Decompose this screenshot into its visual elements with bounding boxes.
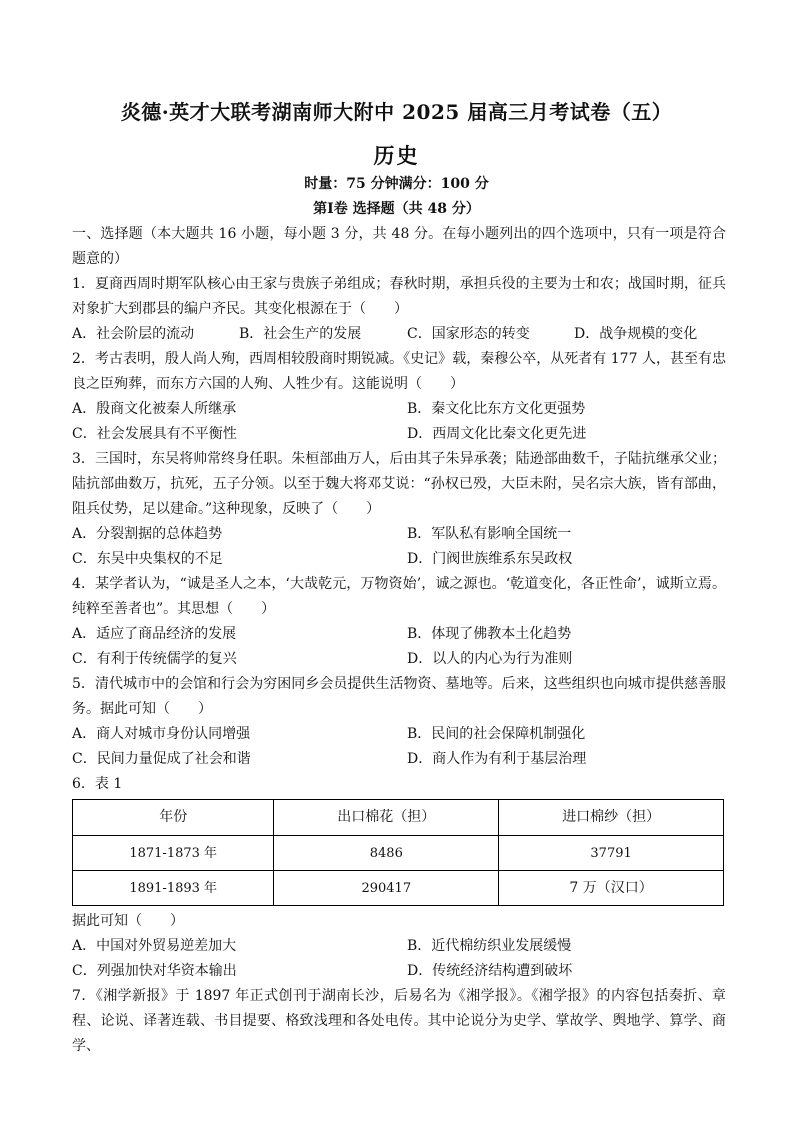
option-b: B．体现了佛教本土化趋势 xyxy=(407,626,572,642)
option-c: C．民间力量促成了社会和谐 xyxy=(72,751,251,767)
question-6-prompt: 据此可知（ ） xyxy=(72,913,184,929)
exam-title: 炎德·英才大联考湖南师大附中 2025 届高三月考试卷（五） xyxy=(120,100,673,124)
question-3-stem: 3．三国时，东吴将帅常终身任职。朱桓部曲万人，后由其子朱异承袭；陆逊部曲数千，子陆抗继承父业；陆抗部曲数万，抗死，五子分领。以至于魏大将邓艾说：“孙权已殁，大臣未附，吴名宗大族，皆有部曲，阻兵仗势，足以建命。”这种现象，反映了（ ） xyxy=(72,451,726,517)
question-2-options-row-2 xyxy=(72,422,726,447)
section-intro: 一、选择题（本大题共 16 小题，每小题 3 分，共 48 分。在每小题列出的四个选项中，只有一项是符合题意的） xyxy=(72,226,726,267)
question-4-stem: 4．某学者认为，“诚是圣人之本，‘大哉乾元，万物资始’，诚之源也。‘乾道变化，各正性命’，诚斯立焉。纯粹至善者也”。其思想（ ） xyxy=(72,576,726,617)
option-a: A．适应了商品经济的发展 xyxy=(72,626,237,642)
option-d: D．传统经济结构遭到破坏 xyxy=(407,963,573,979)
option-a: A．社会阶层的流动 xyxy=(72,326,195,342)
table-header-cell: 年份 xyxy=(73,800,274,836)
option-c: C．东吴中央集权的不足 xyxy=(72,551,223,567)
question-5-stem: 5．清代城市中的会馆和行会为穷困同乡会员提供生活物资、墓地等。后来，这些组织也向城市提供慈善服务。据此可知（ ） xyxy=(72,676,726,717)
option-d: D．商人作为有利于基层治理 xyxy=(407,751,587,767)
question-1-stem: 1．夏商西周时期军队核心由王家与贵族子弟组成；春秋时期，承担兵役的主要为士和农；战国时期，征兵对象扩大到郡县的编户齐民。其变化根源在于（ ） xyxy=(72,276,726,317)
option-b: B．近代棉纺织业发展缓慢 xyxy=(407,938,572,954)
question-6-options-row-1 xyxy=(72,934,726,959)
data-table xyxy=(72,799,724,906)
option-d: D．西周文化比秦文化更先进 xyxy=(407,426,587,442)
option-a: A．中国对外贸易逆差加大 xyxy=(72,938,237,954)
question-2-stem: 2．考古表明，殷人尚人殉，西周相较殷商时期锐减。《史记》载，秦穆公卒，从死者有 177 人，甚至有忠良之臣殉葬，而东方六国的人殉、人牲少有。这能说明（ ） xyxy=(72,351,726,392)
option-c: C．有利于传统儒学的复兴 xyxy=(72,651,237,667)
option-b: B．民间的社会保障机制强化 xyxy=(407,726,586,742)
table-cell: 290417 xyxy=(274,871,499,906)
question-7-stem: 7．《湘学新报》于 1897 年正式创刊于湖南长沙，后易名为《湘学报》。《湘学报》的内容包括奏折、章程、论说、译著连载、书目提要、格致浅理和各处电传。其中论说分为史学、掌故学、舆地学、算学、商学、 xyxy=(72,988,726,1054)
table-header-row xyxy=(73,800,724,836)
option-c: C．国家形态的转变 xyxy=(407,326,530,342)
option-b: B．军队私有影响全国统一 xyxy=(407,526,572,542)
option-c: C．列强加快对华资本输出 xyxy=(72,963,237,979)
option-d: D．门阀世族维系东吴政权 xyxy=(407,551,573,567)
volume-heading: 第Ⅰ卷 选择题（共 48 分） xyxy=(313,201,480,217)
option-a: A．商人对城市身份认同增强 xyxy=(72,726,251,742)
question-6-stem: 6．表 1 xyxy=(72,776,123,792)
table-header-cell: 进口棉纱（担） xyxy=(499,800,724,836)
question-4-options-row-1 xyxy=(72,622,726,647)
question-5-options-row-2 xyxy=(72,747,726,772)
question-4-options-row-2 xyxy=(72,647,726,672)
question-2-options-row-1 xyxy=(72,397,726,422)
question-6-options-row-2 xyxy=(72,959,726,984)
option-b: B．社会生产的发展 xyxy=(239,326,362,342)
option-c: C．社会发展具有不平衡性 xyxy=(72,426,237,442)
table-header-cell: 出口棉花（担） xyxy=(274,800,499,836)
table-row xyxy=(73,871,724,906)
table-cell: 37791 xyxy=(499,836,724,871)
table-cell: 1871-1873 年 xyxy=(73,836,274,871)
option-d: D．战争规模的变化 xyxy=(574,326,698,342)
question-content xyxy=(72,222,726,1059)
table-cell: 1891-1893 年 xyxy=(73,871,274,906)
option-b: B．秦文化比东方文化更强势 xyxy=(407,401,586,417)
table-row xyxy=(73,836,724,871)
table-cell: 8486 xyxy=(274,836,499,871)
question-3-options-row-2 xyxy=(72,547,726,572)
question-1-options xyxy=(72,322,726,347)
option-a: A．殷商文化被秦人所继承 xyxy=(72,401,237,417)
table-cell: 7 万（汉口） xyxy=(499,871,724,906)
option-a: A．分裂割据的总体趋势 xyxy=(72,526,223,542)
option-d: D．以人的内心为行为准则 xyxy=(407,651,573,667)
subject-title: 历史 xyxy=(373,143,420,168)
question-5-options-row-1 xyxy=(72,722,726,747)
time-score-info: 时量：75 分钟满分：100 分 xyxy=(304,176,489,192)
question-3-options-row-1 xyxy=(72,522,726,547)
